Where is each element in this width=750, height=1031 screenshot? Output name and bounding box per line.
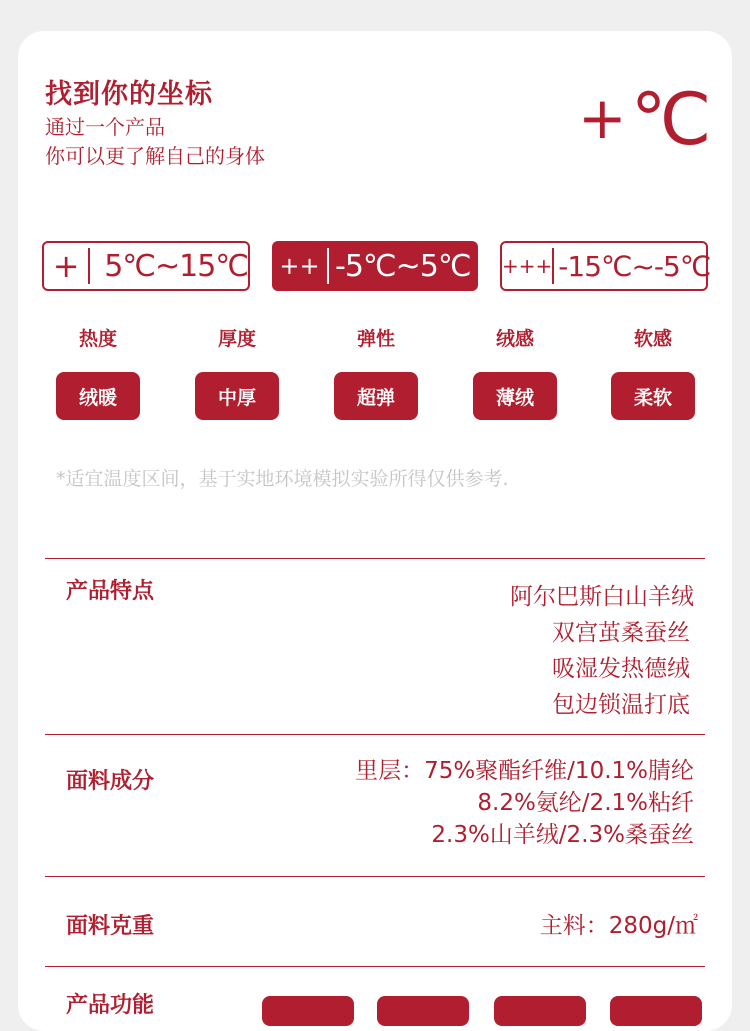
product-card <box>18 31 732 1031</box>
divider-line <box>45 558 705 559</box>
warmth-level-3 <box>500 241 711 291</box>
feature-line: 阿尔巴斯白山羊绒 <box>510 584 694 610</box>
plus-celsius-logo <box>578 77 712 161</box>
attribute-value-fleece: 薄绒 <box>473 372 557 420</box>
temperature-range: -5℃~5℃ <box>335 248 471 284</box>
function-tag <box>262 996 354 1026</box>
warmth-level-2-selected <box>272 241 478 291</box>
temperature-range: 5℃~15℃ <box>104 248 248 284</box>
feature-line: 双宫茧桑蚕丝 <box>552 620 690 646</box>
composition-line: 里层：75%聚酯纤维/10.1%腈纶 <box>355 758 694 784</box>
warmth-symbol: ++ <box>279 252 320 280</box>
attribute-value-elasticity: 超弹 <box>334 372 418 420</box>
composition-line: 2.3%山羊绒/2.3%桑蚕丝 <box>431 822 694 848</box>
divider-line <box>45 876 705 877</box>
logo-celsius: ℃ <box>630 77 712 161</box>
weight-label: 面料克重 <box>66 914 155 939</box>
attribute-value-thickness: 中厚 <box>195 372 279 420</box>
warmth-level-1 <box>42 241 250 291</box>
subtitle-line-1: 通过一个产品 <box>45 115 165 139</box>
attribute-value-heat: 绒暖 <box>56 372 140 420</box>
warmth-symbol: +++ <box>502 254 553 278</box>
attribute-label-elasticity: 弹性 <box>356 328 395 350</box>
composition-label: 面料成分 <box>66 769 155 794</box>
divider-line <box>45 966 705 967</box>
disclaimer-note: *适宜温度区间，基于实地环境模拟实验所得仅供参考. <box>56 468 509 490</box>
weight-value: 主料：280g/㎡ <box>539 913 698 939</box>
function-label: 产品功能 <box>66 993 155 1018</box>
warmth-symbol: + <box>52 247 80 285</box>
divider-line <box>45 734 705 735</box>
attribute-label-heat: 热度 <box>78 328 117 350</box>
composition-line: 8.2%氨纶/2.1%粘纤 <box>477 790 694 816</box>
attribute-label-thickness: 厚度 <box>217 328 256 350</box>
features-label: 产品特点 <box>66 579 155 604</box>
attribute-value-softness: 柔软 <box>611 372 695 420</box>
feature-line: 吸湿发热德绒 <box>552 656 690 682</box>
subtitle-line-2: 你可以更了解自己的身体 <box>45 144 265 168</box>
attribute-label-softness: 软感 <box>633 328 672 350</box>
function-tag <box>610 996 702 1026</box>
function-tag <box>377 996 469 1026</box>
attribute-label-fleece: 绒感 <box>495 328 534 350</box>
feature-line: 包边锁温打底 <box>552 692 690 718</box>
function-tag <box>494 996 586 1026</box>
page-title: 找到你的坐标 <box>45 79 213 110</box>
temperature-range: -15℃~-5℃ <box>558 249 711 283</box>
logo-plus: + <box>578 84 627 152</box>
